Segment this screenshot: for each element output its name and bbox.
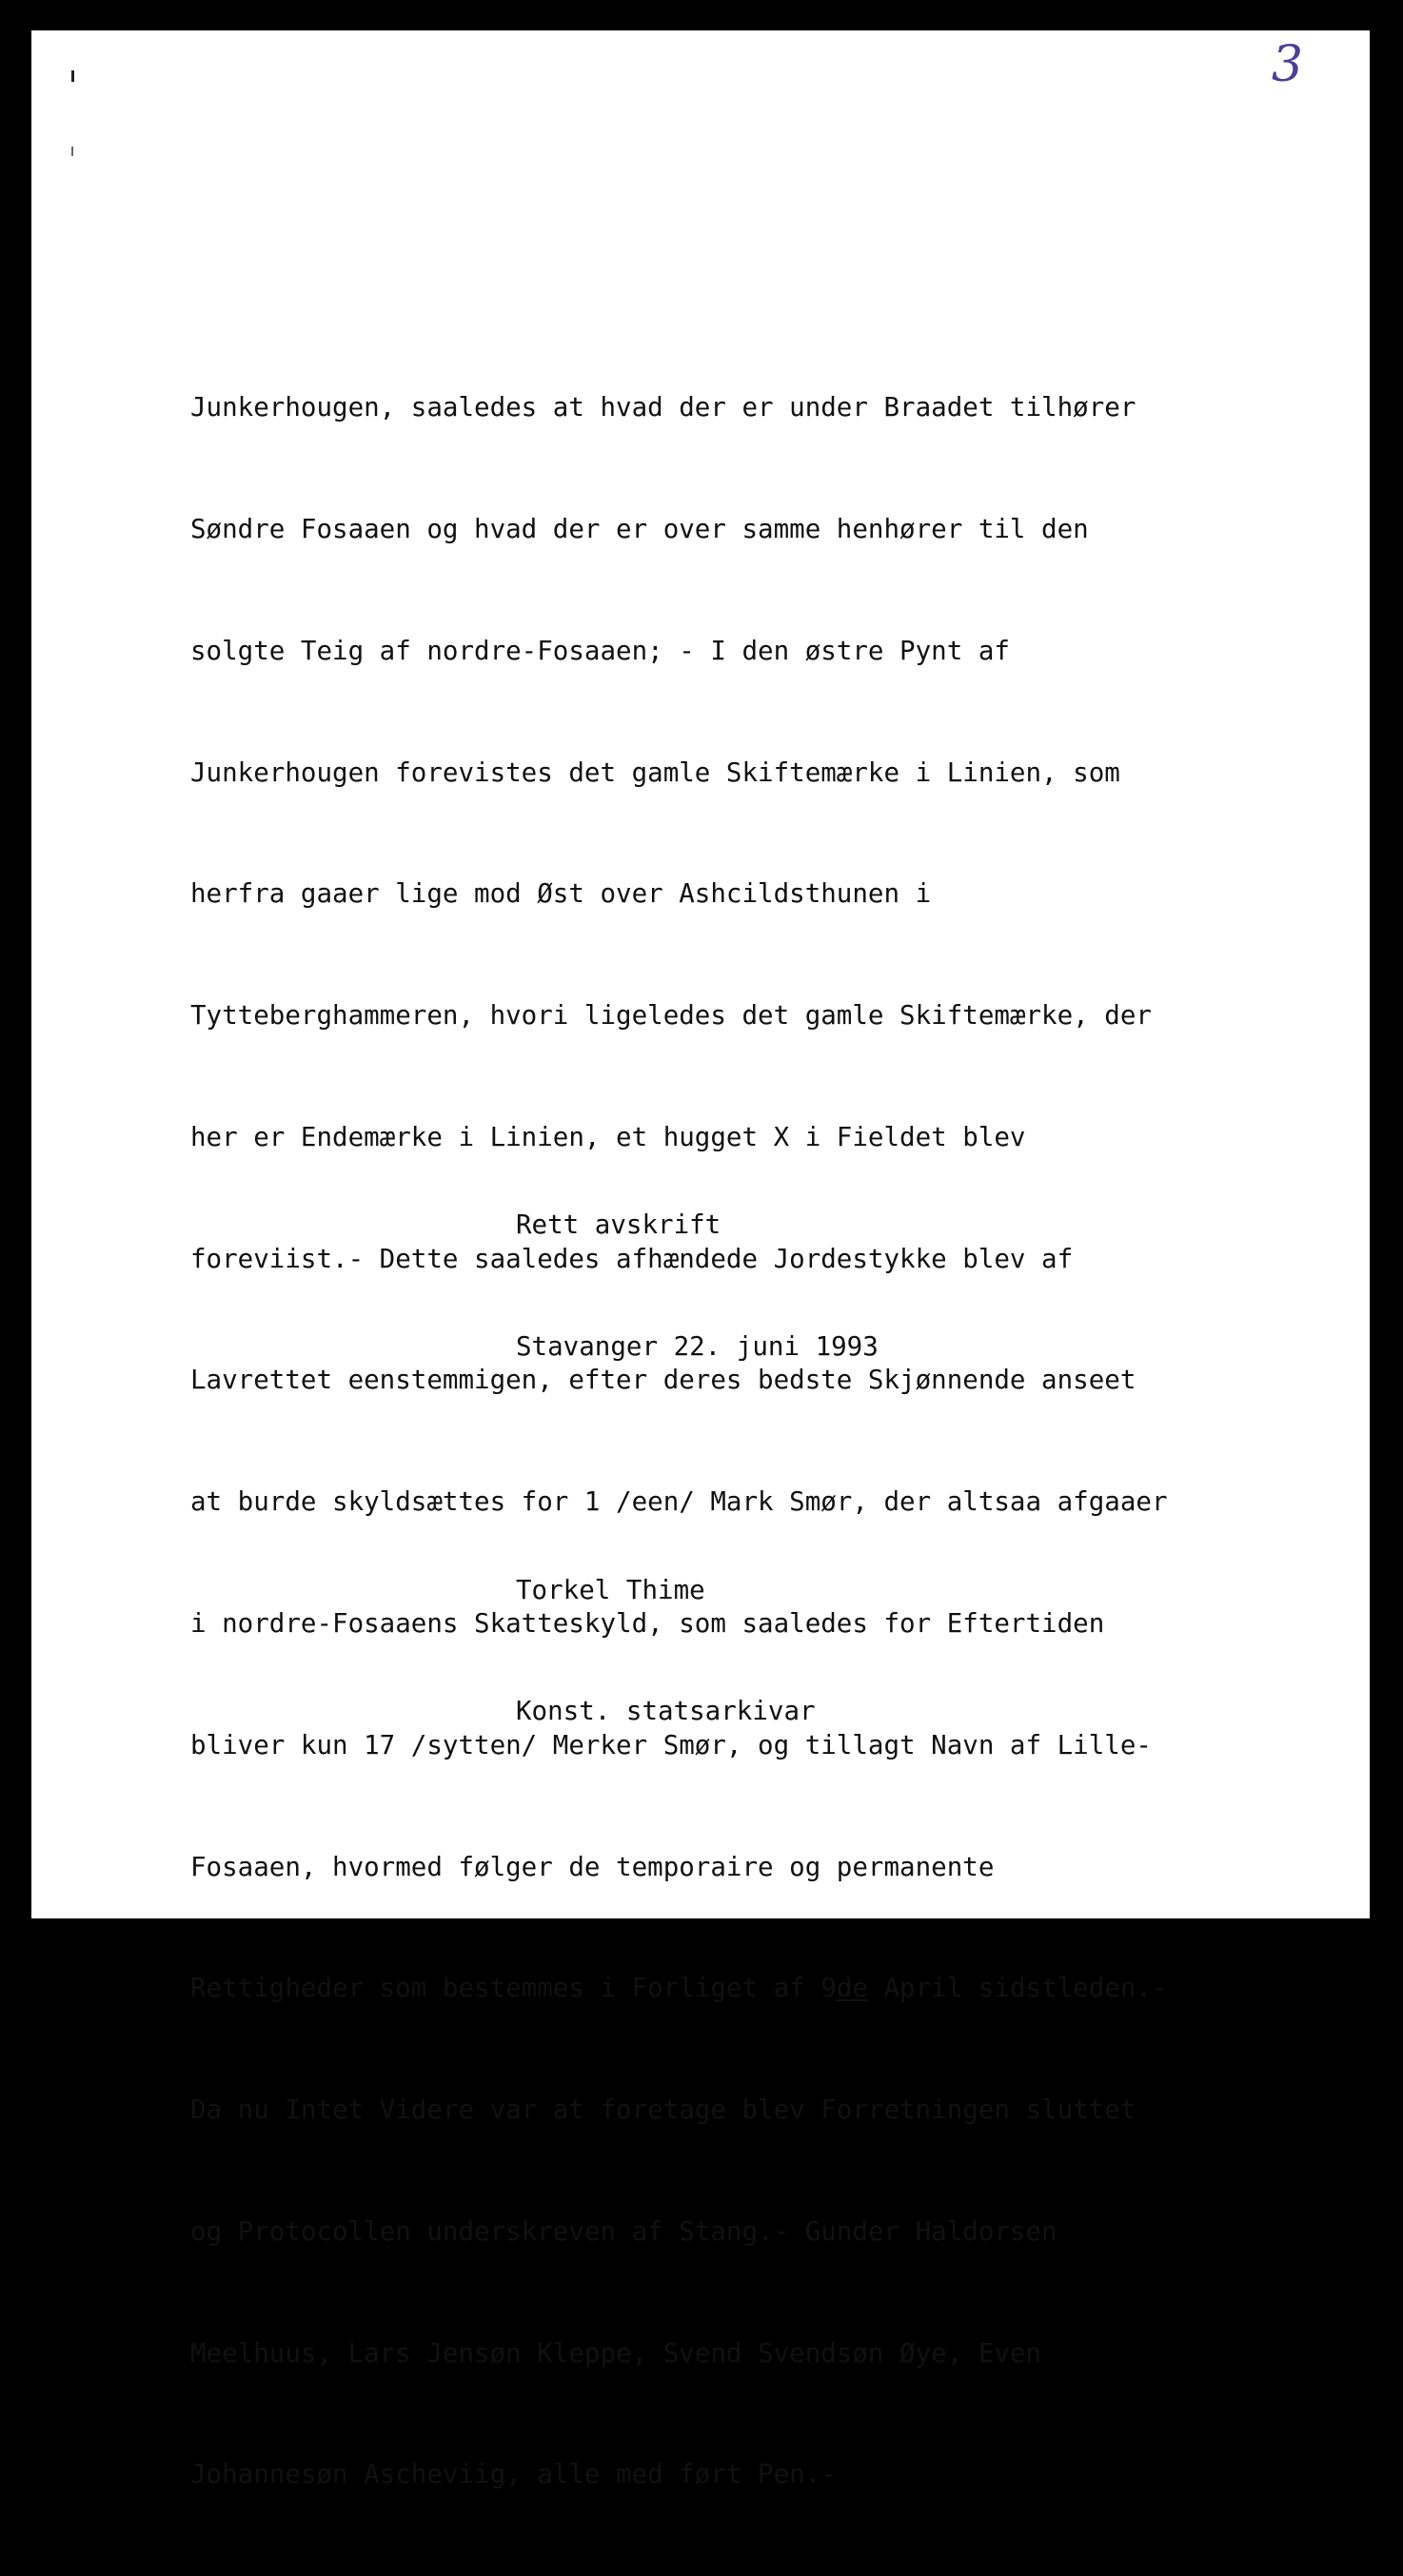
text-line: i nordre-Fosaaens Skatteskyld, som saaledes for Eftertiden	[190, 1608, 1105, 1639]
text-line: Fosaaen, hvormed følger de temporaire og permanente	[190, 1851, 995, 1882]
margin-mark	[71, 147, 73, 156]
text-line: solgte Teig af nordre-Fosaaen; - I den østre Pynt af	[190, 635, 1010, 666]
text-line: at burde skyldsættes for 1 /een/ Mark Smør, der altsaa afgaaer	[190, 1486, 1168, 1518]
text-segment: Rettigheder som bestemmes i Forliget af 9	[190, 1973, 837, 2004]
text-line: herfra gaaer lige mod Øst over Ashcildsthunen i	[190, 878, 932, 910]
certification-line: Rett avskrift	[516, 1209, 721, 1241]
text-line: Junkerhougen forevistes det gamle Skiftemærke i Linien, som	[190, 757, 1120, 788]
text-segment: April sidstleden.-	[867, 1973, 1168, 2004]
underlined-ordinal: de	[836, 1973, 868, 2004]
text-line-with-superscript	[190, 1968, 1275, 2009]
margin-mark	[71, 70, 74, 82]
text-line: bliver kun 17 /sytten/ Merker Smør, og tillagt Navn af Lille-	[190, 1729, 1152, 1760]
text-line: Johannesøn Ascheviig, alle med ført Pen.-	[190, 2459, 837, 2490]
document-page	[31, 30, 1370, 2490]
text-line: Lavrettet eenstemmigen, efter deres bedste Skjønnende anseet	[190, 1365, 1136, 1396]
certification-block	[516, 1124, 879, 1813]
text-line: foreviist.- Dette saaledes afhændede Jordestykke blev af	[190, 1243, 1074, 1274]
text-line: Junkerhougen, saaledes at hvad der er under Braadet tilhører	[190, 392, 1136, 423]
spacer	[516, 1448, 879, 1489]
signer-name: Torkel Thime	[516, 1574, 705, 1605]
text-line: Søndre Fosaaen og hvad der er over samme henhører til den	[190, 513, 1089, 544]
handwritten-page-number: 3	[1271, 36, 1303, 93]
text-line: Tytteberghammeren, hvori ligeledes det gamle Skiftemærke, der	[190, 1000, 1152, 1032]
text-line: Meelhuus, Lars Jensøn Kleppe, Svend Svendsøn Øye, Even	[190, 2337, 1042, 2369]
text-line: og Protocollen underskreven af Stang.- Gunder Haldorsen	[190, 2215, 1057, 2247]
text-line: her er Endemærke i Linien, et hugget X i Fieldet blev	[190, 1121, 1026, 1152]
text-line: Da nu Intet Videre var at foretage blev Forretningen sluttet	[190, 2094, 1136, 2126]
signer-title: Konst. statsarkivar	[516, 1696, 816, 1727]
place-date-line: Stavanger 22. juni 1993	[516, 1330, 879, 1362]
